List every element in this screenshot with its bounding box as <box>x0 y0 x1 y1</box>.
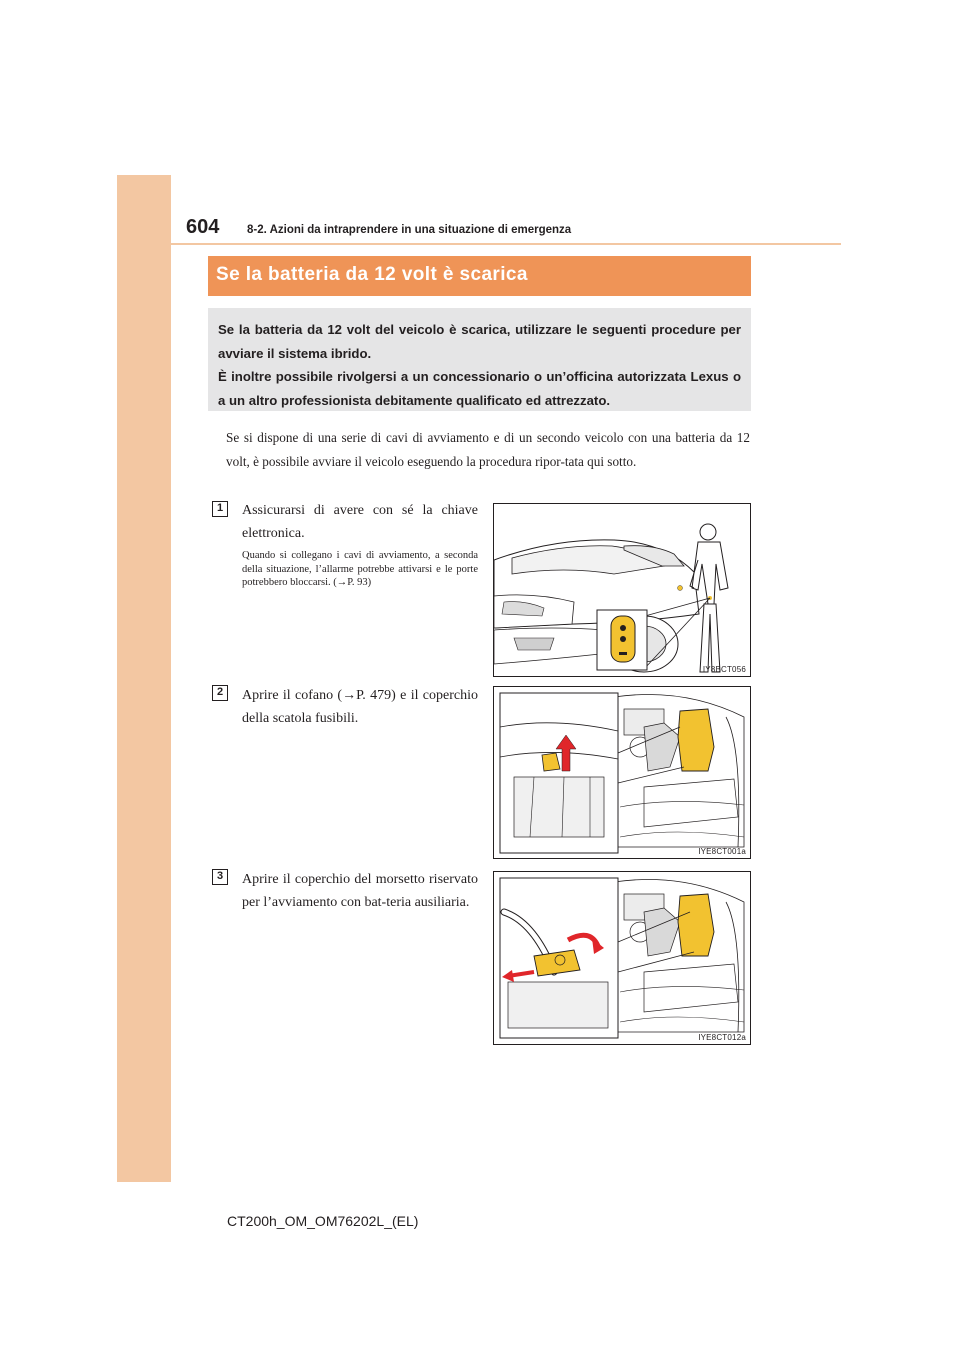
intro-box <box>208 308 751 411</box>
step-2-text: Aprire il cofano (→P. 479) e il coperchio della scatola fusibili. <box>242 688 478 726</box>
step-1-text: Assicurarsi di avere con sé la chiave elettronica. <box>242 503 478 541</box>
footer-code: CT200h_OM_OM76202L_(EL) <box>227 1213 419 1229</box>
jump-terminal-illustration <box>494 872 751 1045</box>
section-title-bar <box>208 256 751 296</box>
step-number-1: 1 <box>212 501 228 517</box>
section-title: Se la batteria da 12 volt è scarica <box>216 264 528 285</box>
header-rule <box>171 243 841 245</box>
page-number: 604 <box>186 216 220 238</box>
body-paragraph: Se si dispone di una serie di cavi di avviamento e di un secondo veicolo con una batteria da 12 volt, è possibile avviare il veicolo eseguendo la procedura ripor-tata qui sotto. <box>226 430 750 469</box>
intro-paragraph-2: È inoltre possibile rivolgersi a un concessionario o un’officina autorizzata Lexus o a un altro professionista debitamente qualificato ed attrezzato. <box>218 369 741 408</box>
step-3-text: Aprire il coperchio del morsetto riservato per l’avviamento con bat-teria ausiliaria. <box>242 872 478 910</box>
figure-1-code: IY8BCT056 <box>702 665 746 674</box>
figure-electronic-key <box>493 503 751 677</box>
step-1-note: Quando si collegano i cavi di avviamento, a seconda della situazione, l’allarme potrebbe attivarsi e le porte potrebbero bloccarsi. (→P. 93) <box>242 550 478 588</box>
side-tab-band <box>117 175 171 1182</box>
figure-fuse-box <box>493 686 751 859</box>
car-key-illustration <box>494 504 751 677</box>
intro-paragraph-1: Se la batteria da 12 volt del veicolo è scarica, utilizzare le seguenti procedure per avviare il sistema ibrido. <box>218 322 741 361</box>
figure-jump-terminal <box>493 871 751 1045</box>
running-head: 8-2. Azioni da intraprendere in una situazione di emergenza <box>247 224 572 236</box>
step-number-3: 3 <box>212 869 228 885</box>
figure-3-code: IYE8CT012a <box>698 1033 746 1042</box>
fuse-box-illustration <box>494 687 751 859</box>
step-number-2: 2 <box>212 685 228 701</box>
figure-2-code: IYE8CT001a <box>698 847 746 856</box>
